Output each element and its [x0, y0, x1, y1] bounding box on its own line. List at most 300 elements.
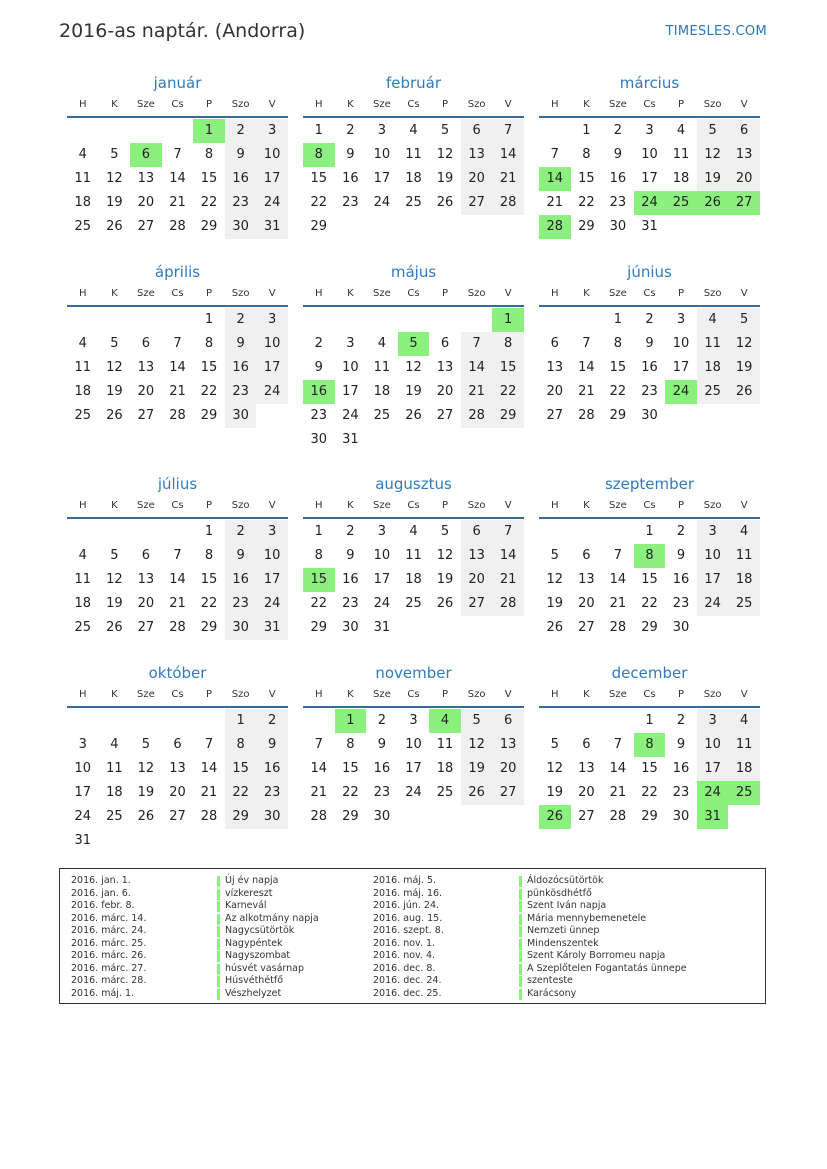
weekday-header: [303, 495, 524, 519]
empty-cell: [728, 404, 760, 428]
day-cell: 29: [225, 805, 257, 829]
weekday-header: [303, 283, 524, 307]
week-row: [303, 191, 524, 215]
month-name: március: [619, 74, 680, 92]
day-cell: 13: [578, 761, 595, 776]
day-cell: 14: [169, 360, 186, 375]
day-cell: 6: [461, 520, 493, 544]
empty-cell: [130, 709, 162, 733]
week-row: [303, 568, 524, 592]
legend-date: 2016. márc. 24.: [71, 925, 147, 936]
day-cell: 26: [106, 408, 123, 423]
weekday-label: K: [111, 689, 118, 700]
day-cell: 23: [342, 195, 359, 210]
empty-cell: [539, 308, 571, 332]
day-cell: 1: [204, 312, 214, 327]
day-cell: 17: [672, 360, 690, 375]
day-cell: 30: [609, 219, 627, 234]
legend-holiday-name: Nagypéntek: [225, 937, 283, 949]
day-cell: 22: [200, 384, 218, 399]
week-row: [539, 119, 760, 143]
day-cell: 28: [492, 592, 524, 616]
empty-cell: [697, 215, 729, 239]
day-cell: 8: [582, 147, 591, 162]
week-row: [67, 781, 288, 805]
day-cell: 16: [342, 171, 359, 186]
day-cell: 29: [492, 404, 524, 428]
weekday-header: [67, 495, 288, 519]
day-cell: 27: [137, 408, 155, 423]
empty-cell: [99, 308, 131, 332]
day-cell: 6: [492, 709, 524, 733]
empty-cell: [461, 215, 493, 239]
day-cell: 27: [578, 620, 595, 635]
day-cell: 10: [697, 544, 729, 568]
holiday-marker-icon: [519, 926, 522, 937]
weekday-label: Sze: [373, 288, 391, 299]
day-cell: 16: [609, 171, 627, 186]
weekday-label: Sze: [137, 500, 155, 511]
empty-cell: [398, 805, 430, 829]
weekday-label: V: [740, 288, 748, 299]
day-cell: 2: [676, 524, 686, 539]
holiday-day-cell: 31: [697, 805, 729, 829]
holiday-day-cell: 24: [665, 380, 697, 404]
day-cell: 19: [728, 356, 760, 380]
day-cell: 23: [310, 408, 328, 423]
day-cell: 7: [314, 737, 323, 752]
holiday-marker-icon: [217, 976, 220, 987]
legend-date: 2016. jún. 24.: [373, 900, 440, 911]
day-cell: 26: [137, 809, 155, 824]
day-cell: 31: [342, 432, 359, 447]
day-cell: 31: [256, 215, 288, 239]
week-row: [67, 191, 288, 215]
day-cell: 17: [256, 568, 288, 592]
week-row: [303, 332, 524, 356]
day-cell: 8: [204, 147, 214, 162]
empty-cell: [571, 709, 603, 733]
day-cell: 12: [106, 171, 123, 186]
month-name: november: [375, 664, 452, 682]
day-cell: 21: [492, 568, 524, 592]
day-cell: 21: [578, 384, 595, 399]
empty-cell: [398, 428, 430, 452]
day-cell: 12: [436, 147, 454, 162]
day-cell: 16: [342, 572, 359, 587]
day-cell: 7: [492, 520, 524, 544]
day-cell: 20: [492, 757, 524, 781]
day-cell: 21: [169, 195, 186, 210]
weekday-label: Cs: [643, 500, 656, 511]
legend-date: 2016. máj. 5.: [373, 875, 437, 886]
day-cell: 12: [137, 761, 155, 776]
weekday-label: Sze: [137, 99, 155, 110]
day-cell: 24: [697, 592, 729, 616]
legend-holiday-name: Nemzeti ünnep: [527, 925, 600, 936]
empty-cell: [256, 829, 288, 853]
day-cell: 7: [550, 147, 559, 162]
day-cell: 29: [310, 219, 328, 234]
weekday-header: [303, 94, 524, 118]
day-cell: 5: [550, 737, 559, 752]
holiday-marker-icon: [519, 889, 522, 900]
day-cell: 10: [256, 143, 288, 167]
day-cell: 19: [697, 167, 729, 191]
day-cell: 13: [169, 761, 186, 776]
day-cell: 27: [578, 809, 595, 824]
weekday-label: Szo: [703, 500, 722, 511]
day-cell: 28: [169, 408, 186, 423]
legend-holiday-name: Karácsony: [527, 987, 577, 999]
week-row: [67, 805, 288, 829]
empty-cell: [335, 308, 367, 332]
holiday-day-cell: 8: [303, 143, 335, 167]
day-cell: 31: [74, 833, 92, 848]
holiday-day-cell: 25: [665, 191, 697, 215]
empty-cell: [130, 520, 162, 544]
day-cell: 22: [310, 195, 328, 210]
day-cell: 24: [342, 408, 359, 423]
day-cell: 27: [137, 620, 155, 635]
day-cell: 24: [405, 785, 422, 800]
weekday-header: [539, 283, 760, 307]
day-cell: 10: [373, 548, 391, 563]
month-calendar: [67, 261, 288, 428]
day-cell: 6: [173, 737, 182, 752]
legend-holiday-name: húsvét vasárnap: [225, 962, 305, 974]
day-cell: 3: [645, 123, 654, 138]
empty-cell: [99, 119, 131, 143]
site-brand[interactable]: TIMESLES.COM: [665, 24, 767, 39]
day-cell: 26: [106, 620, 123, 635]
empty-cell: [99, 520, 131, 544]
weekday-label: Cs: [171, 500, 184, 511]
day-cell: 12: [728, 332, 760, 356]
day-cell: 9: [314, 360, 323, 375]
day-cell: 30: [225, 616, 257, 640]
weekday-label: H: [551, 99, 559, 110]
day-cell: 11: [405, 147, 422, 162]
day-cell: 2: [346, 524, 355, 539]
page-title: 2016-as naptár. (Andorra): [59, 20, 306, 42]
day-cell: 16: [225, 356, 257, 380]
day-cell: 4: [676, 123, 686, 138]
weekday-label: Szo: [231, 500, 250, 511]
week-row: [539, 805, 760, 829]
legend-item: [71, 925, 319, 938]
day-cell: 16: [256, 757, 288, 781]
day-cell: 24: [256, 191, 288, 215]
day-cell: 14: [461, 356, 493, 380]
holiday-marker-icon: [217, 889, 220, 900]
weekday-label: H: [315, 99, 323, 110]
day-cell: 28: [310, 809, 328, 824]
holiday-marker-icon: [519, 964, 522, 975]
week-row: [539, 191, 760, 215]
day-cell: 25: [106, 809, 123, 824]
holiday-day-cell: 5: [398, 332, 430, 356]
week-row: [67, 356, 288, 380]
weekday-label: Sze: [373, 99, 391, 110]
empty-cell: [429, 308, 461, 332]
legend-item: [71, 988, 319, 1001]
day-cell: 13: [578, 572, 595, 587]
empty-cell: [539, 709, 571, 733]
holiday-day-cell: 8: [634, 733, 666, 757]
day-cell: 9: [676, 548, 686, 563]
legend-holiday-name: Nagycsütörtök: [225, 925, 295, 936]
week-row: [539, 167, 760, 191]
legend-date: 2016. dec. 25.: [373, 987, 442, 999]
day-cell: 21: [169, 596, 186, 611]
empty-cell: [99, 709, 131, 733]
day-cell: 3: [256, 119, 288, 143]
day-cell: 20: [137, 195, 155, 210]
day-cell: 1: [225, 709, 257, 733]
day-cell: 10: [697, 733, 729, 757]
holiday-marker-icon: [217, 901, 220, 912]
day-cell: 3: [256, 308, 288, 332]
weekday-label: K: [583, 288, 590, 299]
week-row: [303, 143, 524, 167]
holiday-day-cell: 4: [429, 709, 461, 733]
week-row: [303, 404, 524, 428]
day-cell: 23: [225, 191, 257, 215]
empty-cell: [539, 119, 571, 143]
legend-item: [373, 875, 687, 888]
week-row: [67, 215, 288, 239]
day-cell: 24: [256, 380, 288, 404]
day-cell: 30: [641, 408, 658, 423]
week-row: [539, 404, 760, 428]
day-cell: 18: [672, 171, 690, 186]
day-cell: 22: [200, 596, 218, 611]
day-cell: 3: [377, 123, 387, 138]
empty-cell: [67, 709, 99, 733]
empty-cell: [697, 616, 729, 640]
month-name: augusztus: [375, 475, 452, 493]
empty-cell: [335, 215, 367, 239]
day-cell: 12: [405, 360, 422, 375]
month-calendar: [539, 261, 760, 428]
day-cell: 5: [141, 737, 151, 752]
day-cell: 3: [346, 336, 355, 351]
weekday-header: [303, 684, 524, 708]
empty-cell: [461, 805, 493, 829]
week-row: [303, 119, 524, 143]
weekday-label: P: [678, 500, 685, 511]
weekday-label: P: [206, 99, 213, 110]
day-cell: 22: [225, 781, 257, 805]
day-cell: 22: [342, 785, 359, 800]
empty-cell: [602, 709, 634, 733]
day-cell: 12: [697, 143, 729, 167]
holiday-marker-icon: [217, 914, 220, 925]
weekday-header: [67, 94, 288, 118]
legend-holiday-name: Nagyszombat: [225, 950, 291, 961]
day-cell: 2: [314, 336, 323, 351]
weekday-label: H: [551, 500, 559, 511]
empty-cell: [461, 428, 493, 452]
week-row: [303, 616, 524, 640]
legend-item: [373, 950, 687, 963]
day-cell: 26: [546, 620, 564, 635]
day-cell: 4: [377, 336, 387, 351]
week-row: [303, 757, 524, 781]
day-cell: 23: [609, 195, 627, 210]
legend-item: [373, 988, 687, 1001]
empty-cell: [67, 520, 99, 544]
weekday-label: P: [678, 99, 685, 110]
day-cell: 11: [697, 332, 729, 356]
day-cell: 5: [110, 548, 119, 563]
empty-cell: [67, 119, 99, 143]
day-cell: 7: [173, 548, 182, 563]
day-cell: 29: [578, 219, 595, 234]
weekday-header: [67, 684, 288, 708]
legend-date: 2016. márc. 28.: [71, 975, 147, 986]
legend-holiday-name: Új év napja: [225, 875, 279, 886]
empty-cell: [303, 709, 335, 733]
week-row: [539, 143, 760, 167]
month-calendar: [539, 72, 760, 239]
day-cell: 21: [546, 195, 564, 210]
day-cell: 30: [672, 620, 690, 635]
day-cell: 16: [672, 572, 690, 587]
day-cell: 5: [697, 119, 729, 143]
day-cell: 18: [405, 572, 422, 587]
day-cell: 15: [609, 360, 627, 375]
legend-item: [373, 913, 687, 926]
day-cell: 18: [405, 171, 422, 186]
weekday-label: Sze: [137, 689, 155, 700]
day-cell: 15: [200, 171, 218, 186]
day-cell: 30: [310, 432, 328, 447]
day-cell: 16: [672, 761, 690, 776]
weekday-label: Cs: [643, 288, 656, 299]
legend-date: 2016. dec. 24.: [373, 975, 442, 986]
weekday-label: H: [79, 689, 87, 700]
day-cell: 3: [697, 709, 729, 733]
month-name: december: [611, 664, 688, 682]
legend-holiday-name: Mária mennybemenetele: [527, 912, 647, 924]
holiday-marker-icon: [519, 914, 522, 925]
day-cell: 8: [346, 737, 355, 752]
empty-cell: [162, 308, 194, 332]
legend-item: [71, 975, 319, 988]
day-cell: 11: [672, 147, 690, 162]
weekday-label: Cs: [171, 99, 184, 110]
holiday-day-cell: 24: [634, 191, 666, 215]
week-row: [303, 215, 524, 239]
day-cell: 5: [110, 147, 119, 162]
empty-cell: [162, 119, 194, 143]
day-cell: 17: [373, 572, 391, 587]
day-cell: 15: [225, 757, 257, 781]
day-cell: 26: [728, 380, 760, 404]
day-cell: 7: [173, 336, 182, 351]
week-row: [67, 616, 288, 640]
day-cell: 25: [405, 195, 422, 210]
legend-item: [71, 913, 319, 926]
day-cell: 28: [609, 620, 627, 635]
legend-item: [71, 888, 319, 901]
day-cell: 2: [346, 123, 355, 138]
holiday-marker-icon: [217, 989, 220, 1000]
weekday-label: H: [315, 288, 323, 299]
holiday-marker-icon: [519, 989, 522, 1000]
empty-cell: [728, 215, 760, 239]
day-cell: 15: [578, 171, 595, 186]
weekday-label: Sze: [609, 288, 627, 299]
day-cell: 22: [641, 596, 658, 611]
legend-date: 2016. máj. 16.: [373, 887, 443, 899]
day-cell: 14: [609, 761, 627, 776]
day-cell: 19: [436, 171, 454, 186]
day-cell: 9: [613, 147, 623, 162]
weekday-label: P: [206, 288, 213, 299]
legend-column: [373, 875, 687, 1000]
day-cell: 17: [697, 568, 729, 592]
empty-cell: [429, 215, 461, 239]
week-row: [303, 380, 524, 404]
week-row: [303, 592, 524, 616]
day-cell: 30: [225, 404, 257, 428]
day-cell: 3: [676, 312, 686, 327]
day-cell: 4: [728, 709, 760, 733]
month-calendar: [539, 473, 760, 640]
week-row: [539, 332, 760, 356]
holiday-marker-icon: [217, 876, 220, 887]
empty-cell: [398, 308, 430, 332]
holiday-day-cell: 1: [492, 308, 524, 332]
weekday-label: H: [551, 288, 559, 299]
day-cell: 8: [492, 332, 524, 356]
day-cell: 2: [225, 308, 257, 332]
month-name: január: [153, 74, 202, 92]
weekday-label: K: [583, 500, 590, 511]
day-cell: 20: [461, 568, 493, 592]
day-cell: 20: [578, 596, 595, 611]
day-cell: 21: [200, 785, 218, 800]
day-cell: 20: [728, 167, 760, 191]
weekday-label: K: [347, 99, 354, 110]
day-cell: 6: [461, 119, 493, 143]
week-row: [303, 428, 524, 452]
day-cell: 25: [436, 785, 454, 800]
day-cell: 18: [106, 785, 123, 800]
day-cell: 10: [74, 761, 92, 776]
day-cell: 26: [436, 195, 454, 210]
weekday-header: [539, 684, 760, 708]
day-cell: 30: [225, 215, 257, 239]
day-cell: 8: [225, 733, 257, 757]
day-cell: 5: [440, 524, 450, 539]
empty-cell: [665, 215, 697, 239]
holiday-day-cell: 25: [728, 781, 760, 805]
day-cell: 18: [728, 568, 760, 592]
empty-cell: [697, 404, 729, 428]
day-cell: 29: [310, 620, 328, 635]
weekday-label: Sze: [609, 689, 627, 700]
day-cell: 17: [405, 761, 422, 776]
day-cell: 5: [440, 123, 450, 138]
day-cell: 24: [74, 809, 92, 824]
holiday-day-cell: 8: [634, 544, 666, 568]
week-row: [67, 380, 288, 404]
day-cell: 14: [169, 572, 186, 587]
